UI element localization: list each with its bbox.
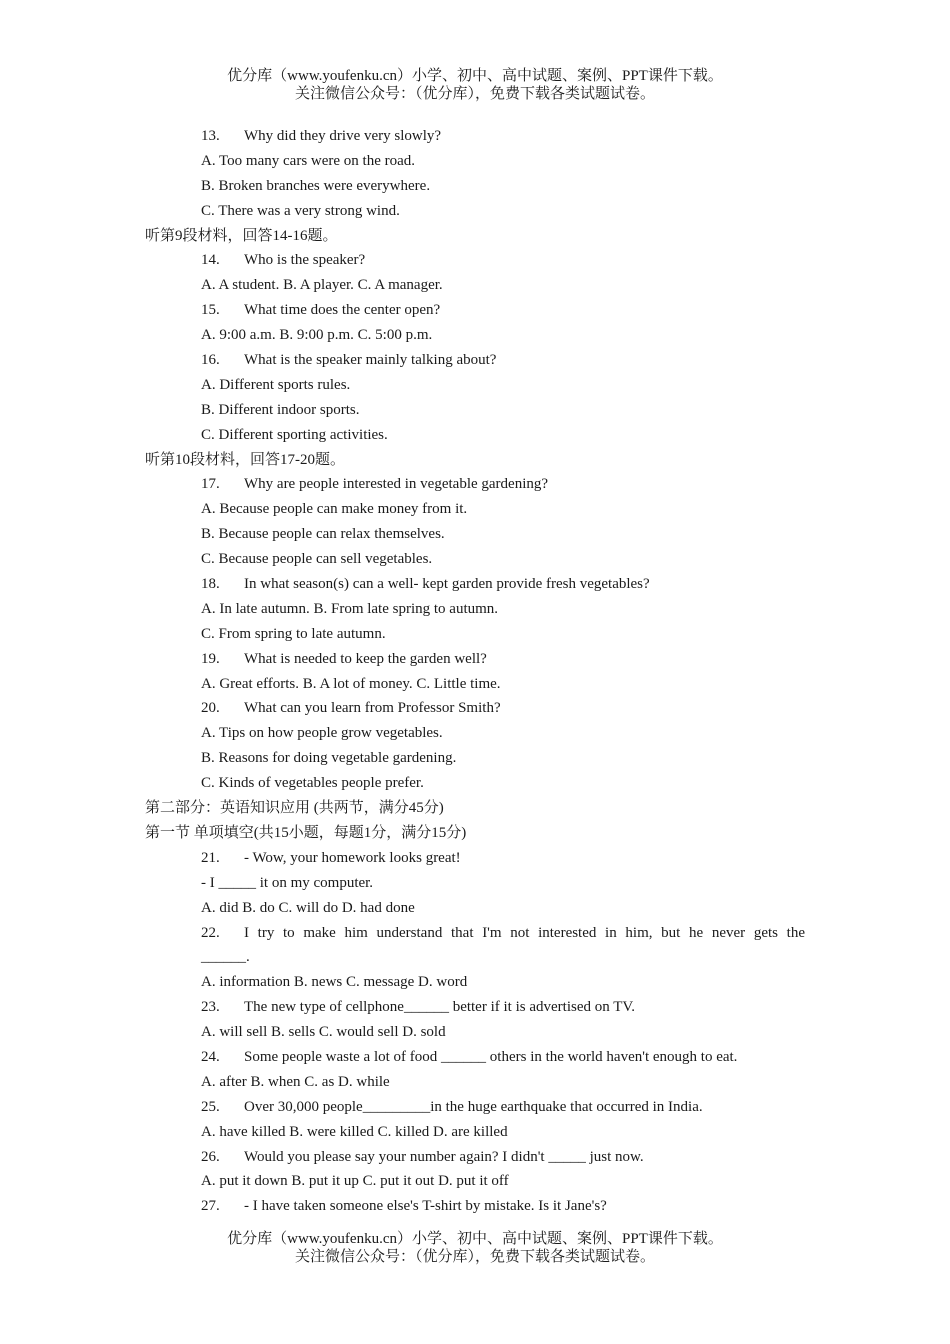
header-line-1: 优分库（www.youfenku.cn）小学、初中、高中试题、案例、PPT课件下载。 xyxy=(227,68,723,84)
section-heading-9: 听第9段材料，回答14-16题。 xyxy=(145,227,338,244)
option-line: A. Too many cars were on the road. xyxy=(201,152,416,169)
option-line: A. have killed B. were killed C. killed D. are killed xyxy=(201,1123,508,1140)
option-line: A. Great efforts. B. A lot of money. C. Little time. xyxy=(201,675,501,692)
section-heading-10: 听第10段材料，回答17-20题。 xyxy=(145,451,345,468)
question-18: 18. In what season(s) can a well- kept garden provide fresh vegetables? xyxy=(201,576,650,593)
option-line: A. put it down B. put it up C. put it out D. put it off xyxy=(201,1173,509,1190)
option-line: A. A student. B. A player. C. A manager. xyxy=(201,277,443,294)
option-line: B. Reasons for doing vegetable gardening. xyxy=(201,750,457,767)
page-header xyxy=(0,67,950,103)
question-27: 27. - I have taken someone else's T-shirt by mistake. Is it Jane's? xyxy=(201,1198,607,1215)
option-line: C. Because people can sell vegetables. xyxy=(201,551,433,568)
question-21: 21. - Wow, your homework looks great! xyxy=(201,849,461,866)
option-line: A. 9:00 a.m. B. 9:00 p.m. C. 5:00 p.m. xyxy=(201,327,433,344)
question-26: 26. Would you please say your number again? I didn't _____ just now. xyxy=(201,1148,644,1165)
question-line: - I _____ it on my computer. xyxy=(201,874,374,891)
question-16: 16. What is the speaker mainly talking about? xyxy=(201,352,497,369)
option-line: C. Different sporting activities. xyxy=(201,426,388,443)
page-footer xyxy=(0,1230,950,1266)
question-20: 20. What can you learn from Professor Smith? xyxy=(201,700,501,717)
question-23: 23. The new type of cellphone______ better if it is advertised on TV. xyxy=(201,999,636,1016)
question-19: 19. What is needed to keep the garden well? xyxy=(201,650,487,667)
option-line: A. will sell B. sells C. would sell D. sold xyxy=(201,1024,446,1041)
option-line: A. Different sports rules. xyxy=(201,376,351,393)
question-13: 13. Why did they drive very slowly? xyxy=(201,128,442,144)
option-line: A. Tips on how people grow vegetables. xyxy=(201,725,443,742)
exam-content xyxy=(0,124,950,1219)
question-15: 15. What time does the center open? xyxy=(201,302,441,319)
part-2-section-1-heading: 第一节 单项填空(共15小题，每题1分，满分15分) xyxy=(145,824,467,841)
option-line: A. after B. when C. as D. while xyxy=(201,1073,390,1090)
header-line-2: 关注微信公众号：（优分库），免费下载各类试题试卷。 xyxy=(294,86,655,102)
option-line: A. did B. do C. will do D. had done xyxy=(201,899,415,916)
question-17: 17. Why are people interested in vegetable gardening? xyxy=(201,476,549,493)
option-line: B. Broken branches were everywhere. xyxy=(201,177,431,194)
option-line: C. Kinds of vegetables people prefer. xyxy=(201,775,424,792)
option-line: A. Because people can make money from it. xyxy=(201,501,468,518)
question-line: ______. xyxy=(201,949,250,966)
option-line: C. There was a very strong wind. xyxy=(201,202,400,219)
question-14: 14. Who is the speaker? xyxy=(201,252,366,269)
option-line: C. From spring to late autumn. xyxy=(201,625,386,642)
part-2-heading: 第二部分：英语知识应用 (共两节，满分45分) xyxy=(145,800,444,817)
option-line: B. Different indoor sports. xyxy=(201,401,360,418)
question-22: 22. I try to make him understand that I'm not interested in him, but he never gets the xyxy=(201,924,805,941)
question-24: 24. Some people waste a lot of food ______ others in the world haven't enough to eat. xyxy=(201,1048,738,1065)
option-line: A. information B. news C. message D. word xyxy=(201,974,468,991)
question-25: 25. Over 30,000 people_________in the huge earthquake that occurred in India. xyxy=(201,1098,703,1115)
footer-line-1: 优分库（www.youfenku.cn）小学、初中、高中试题、案例、PPT课件下载。 xyxy=(227,1231,723,1247)
option-line: B. Because people can relax themselves. xyxy=(201,526,445,543)
footer-line-2: 关注微信公众号：（优分库），免费下载各类试题试卷。 xyxy=(294,1249,655,1265)
option-line: A. In late autumn. B. From late spring to autumn. xyxy=(201,600,499,617)
